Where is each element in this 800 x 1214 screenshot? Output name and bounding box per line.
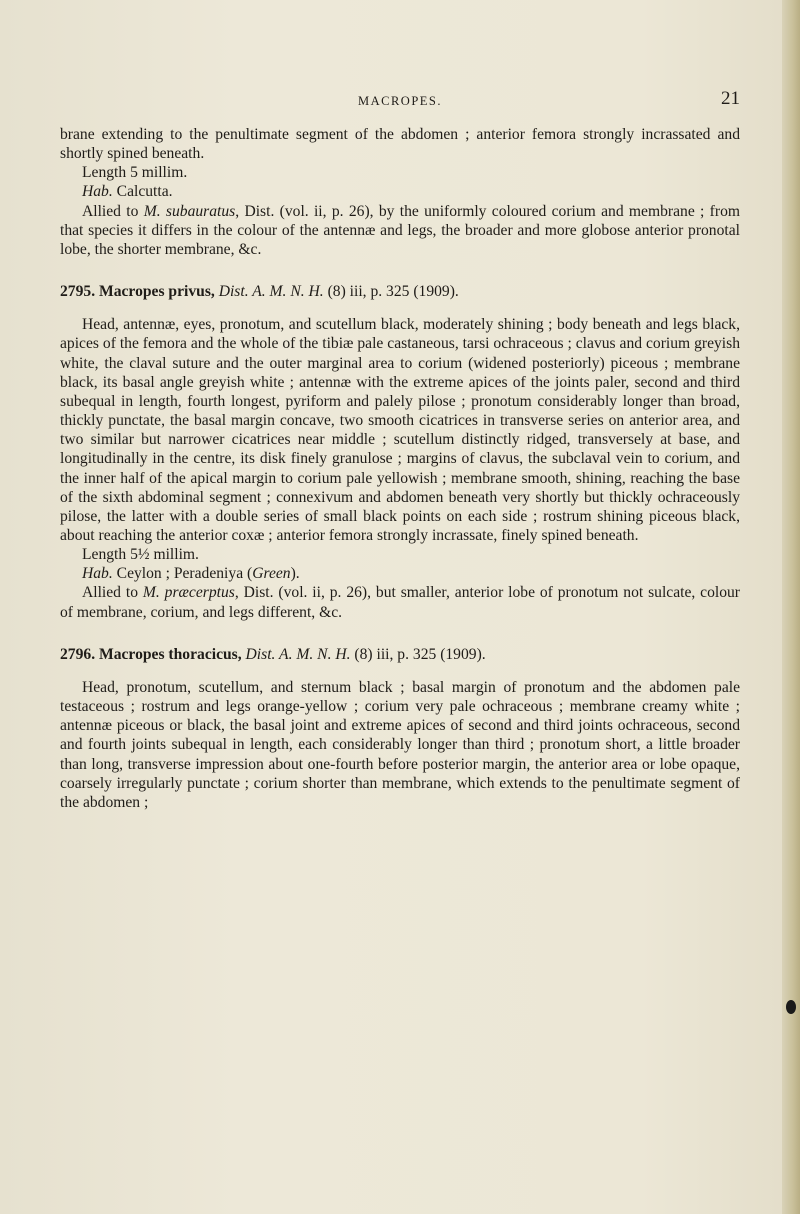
body-text [60, 125, 740, 812]
allied-text: , Dist. (vol. ii, p. 26), but smaller, anterior lobe of pronotum not sulcate, colour of membrane, corium, and legs different, &c. [60, 584, 740, 621]
hab-label: Hab. [82, 183, 113, 201]
species-name: Macropes privus, [99, 283, 215, 301]
hab-end: ). [290, 565, 300, 583]
allied-2795 [60, 583, 740, 621]
species-name: Macropes thoracicus, [99, 645, 242, 663]
continuation-length: Length 5 millim. [82, 164, 188, 182]
entry-heading-2796 [60, 645, 740, 664]
length-2795: Length 5½ millim. [82, 546, 199, 564]
page-number: 21 [721, 88, 740, 109]
collector: Green [252, 565, 291, 583]
habitat-2795 [60, 564, 740, 583]
page-header [60, 90, 740, 114]
continuation-paragraph: brane extending to the penultimate segment of the abdomen ; anterior femora strongly incrassated and shortly spined beneath. [60, 126, 740, 163]
hab-value: Ceylon ; Peradeniya ( [112, 565, 253, 583]
citation-journal: Dist. A. M. N. H. [218, 283, 324, 301]
description-2795: Head, antennæ, eyes, pronotum, and scutellum black, moderately shining ; body beneath and legs black, apices of the femora and the whole of the tibiæ pale castaneous, tarsi ochraceous ; clavus and corium greyish white, the claval suture and the outer marginal area to corium (widened posteriorly) piceous ; membrane black, its basal angle greyish white ; antennæ with the extreme apices of the joints paler, second and third subequal in length, fourth longest, pyriform and palely pilose ; pronotum considerably longer than broad, thickly punctate, the basal margin concave, two smooth cicatrices in transverse series on anterior area, and two similar but narrower cicatrices near middle ; scutellum distinctly ridged, transversely at base, and longitudinally in the centre, its disk finely granulose ; margins of clavus, the subclaval vein to corium, and the inner half of the apical margin to corium pale yellowish ; membrane smooth, shining, reaching the base of the sixth abdominal segment ; connexivum and abdomen beneath very shortly but thickly ochraceously pilose, the latter with a double series of small black points on each side ; rostrum shining piceous black, about reaching the anterior coxæ ; anterior femora strongly incrassate, finely spined beneath. [60, 316, 740, 544]
allied-text: , Dist. (vol. ii, p. 26), by the uniformly coloured corium and membrane ; from that species it differs in the colour of the antennæ and legs, the broader and more globose anterior pronotal lobe, the shorter membrane, &c. [60, 202, 740, 258]
entry-number: 2796. [60, 645, 96, 663]
hab-label: Hab. [82, 565, 113, 583]
citation-journal: Dist. A. M. N. H. [245, 645, 351, 663]
allied-species: M. præcerptus [142, 584, 235, 602]
description-2796: Head, pronotum, scutellum, and sternum black ; basal margin of pronotum and the abdomen pale testaceous ; rostrum and legs orange-yellow ; corium very pale ochraceous ; membrane creamy white ; antennæ piceous or black, the basal joint and extreme apices of second and third joints ochraceous, second and fourth joints subequal in length, each considerably longer than third ; pronotum short, a little broader than long, transverse impression about one-fourth before posterior margin, the anterior area or lobe opaque, coarsely irregularly punctate ; corium shorter than membrane, which extends to the penultimate segment of the abdomen ; [60, 678, 740, 811]
entry-heading-2795 [60, 282, 740, 301]
continuation-habitat [60, 182, 740, 201]
running-head: MACROPES. [357, 94, 442, 108]
allied-species: M. subauratus [143, 202, 236, 220]
entry-number: 2795. [60, 283, 96, 301]
continuation-allied [60, 202, 740, 259]
binding-mark [786, 1000, 796, 1014]
page-edge [782, 0, 800, 1214]
allied-prefix: Allied to [82, 202, 144, 220]
citation-rest: (8) iii, p. 325 (1909). [350, 645, 486, 663]
citation-rest: (8) iii, p. 325 (1909). [323, 283, 459, 301]
hab-value: Calcutta. [112, 183, 173, 201]
allied-prefix: Allied to [82, 584, 143, 602]
